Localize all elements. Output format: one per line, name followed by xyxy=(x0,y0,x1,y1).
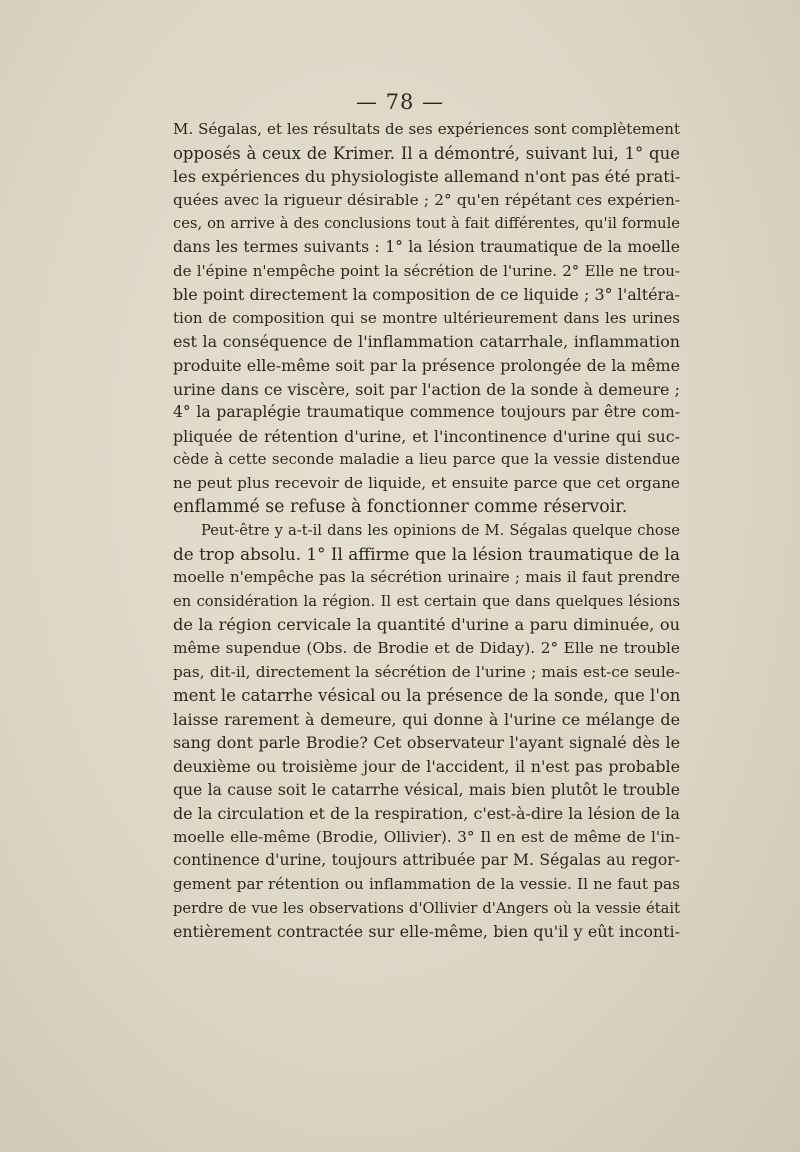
text-line: deuxième ou troisième jour de l'accident, il n'est pas probable xyxy=(173,757,680,777)
text-line: laisse rarement à demeure, qui donne à l'urine ce mélange de xyxy=(173,709,680,729)
text-line: pas, dit-il, directement la sécrétion de l'urine ; mais est-ce seule- xyxy=(173,662,680,681)
text-line: même supendue (Obs. de Brodie et de Diday). 2° Elle ne trouble xyxy=(173,639,680,658)
text-line: sang dont parle Brodie? Cet observateur l'ayant signalé dès le xyxy=(173,733,680,753)
text-line: urine dans ce viscère, soit par l'action de la sonde à demeure ; xyxy=(173,379,680,399)
text-line: de la circulation et de la respiration, c'est-à-dire la lésion de la xyxy=(173,804,680,824)
text-line: entièrement contractée sur elle-même, bien qu'il y eût inconti- xyxy=(173,922,680,942)
text-line: que la cause soit le catarrhe vésical, mais bien plutôt le trouble xyxy=(173,780,680,799)
text-line: Peut-être y a-t-il dans les opinions de M. Ségalas quelque chose xyxy=(201,522,680,540)
text-line: ne peut plus recevoir de liquide, et ensuite parce que cet organe xyxy=(173,473,680,492)
text-line: gement par rétention ou inflammation de la vessie. Il ne faut pas xyxy=(173,875,680,893)
text-line: en considération la région. Il est certain que dans quelques lésions xyxy=(173,592,680,610)
text-line: de trop absolu. 1° Il affirme que la lésion traumatique de la xyxy=(173,543,680,564)
text-line: de l'épine n'empêche point la sécrétion de l'urine. 2° Elle ne trou- xyxy=(173,261,680,280)
text-line: opposés à ceux de Krimer. Il a démontré, suivant lui, 1° que xyxy=(173,143,680,163)
text-line: ces, on arrive à des conclusions tout à fait différentes, qu'il formule xyxy=(173,215,680,233)
text-line: moelle elle-même (Brodie, Ollivier). 3° Il en est de même de l'in- xyxy=(173,827,680,846)
text-line: perdre de vue les observations d'Ollivier d'Angers où la vessie était xyxy=(173,899,680,917)
body-text xyxy=(173,118,680,944)
text-line: pliquée de rétention d'urine, et l'incontinence d'urine qui suc- xyxy=(173,426,680,446)
text-line: produite elle-même soit par la présence prolongée de la même xyxy=(173,355,680,375)
text-line: tion de composition qui se montre ultérieurement dans les urines xyxy=(173,308,680,327)
text-line: est la conséquence de l'inflammation catarrhale, inflammation xyxy=(173,332,680,352)
text-line: moelle n'empêche pas la sécrétion urinaire ; mais il faut prendre xyxy=(173,568,680,587)
text-line: ment le catarrhe vésical ou la présence de la sonde, que l'on xyxy=(173,686,681,706)
text-line: cède à cette seconde maladie a lieu parce que la vessie distendue xyxy=(173,450,680,469)
page-number: — 78 — xyxy=(355,90,445,114)
text-line: continence d'urine, toujours attribuée par M. Ségalas au regor- xyxy=(173,851,680,870)
text-line: de la région cervicale la quantité d'urine a paru diminuée, ou xyxy=(173,615,680,635)
text-line: enflammé se refuse à fonctionner comme réservoir. xyxy=(173,496,628,517)
text-line: quées avec la rigueur désirable ; 2° qu'en répétant ces expérien- xyxy=(173,190,680,209)
text-line: M. Ségalas, et les résultats de ses expériences sont complètement xyxy=(173,120,680,138)
text-line: dans les termes suivants : 1° la lésion traumatique de la moelle xyxy=(173,237,680,256)
text-line: les expériences du physiologiste allemand n'ont pas été prati- xyxy=(173,167,681,187)
text-line: 4° la paraplégie traumatique commence toujours par être com- xyxy=(173,403,680,422)
text-line: ble point directement la composition de ce liquide ; 3° l'altéra- xyxy=(173,285,680,305)
